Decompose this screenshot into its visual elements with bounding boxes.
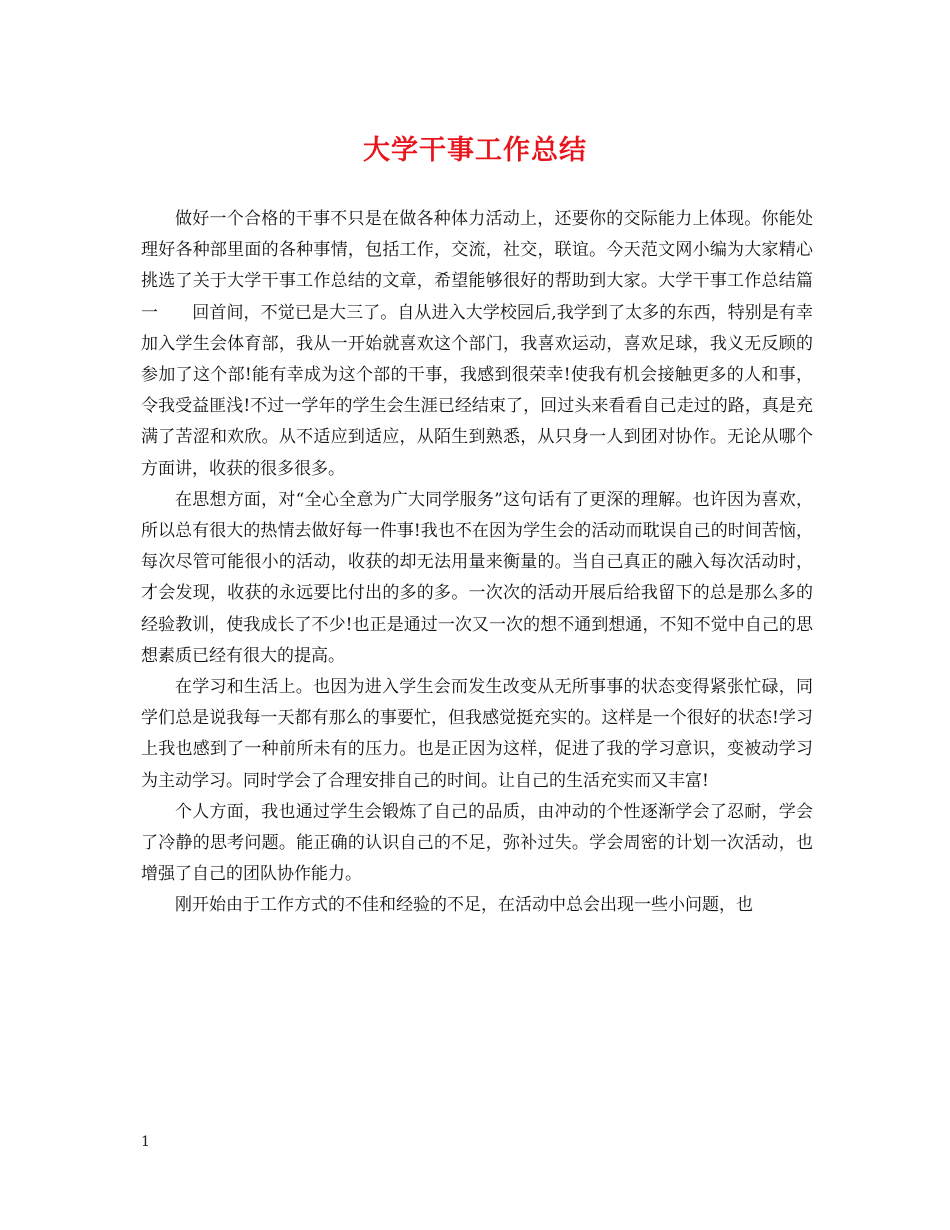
paragraph-beginning: 刚开始由于工作方式的不佳和经验的不足，在活动中总会出现一些小问题，也 <box>175 895 753 916</box>
paragraph-intro: 做好一个合格的干事不只是在做各种体力活动上，还要你的交际能力上体现。你能处理好各种部里面的各种事情，包括工作，交流，社交，联谊。今天范文网小编为大家精心挑选了关于大学干事工作总结的文章，希望能够很好的帮助到大家。大学干事工作总结篇一 回首间，不觉已是大三了。自从进入大学校园后,我学到了太多的东西，特别是有幸加入学生会体育部，我从一开始就喜欢这个部门，我喜欢运动，喜欢足球，我义无反顾的参加了这个部!能有幸成为这个部的干事，我感到很荣幸!使我有机会接触更多的人和事，令我受益匪浅!不过一学年的学生会生涯已经结束了，回过头来看看自己走过的路，真是充满了苦涩和欢欣。从不适应到适应，从陌生到熟悉，从只身一人到团对协作。无论从哪个方面讲，收获的很多很多。 <box>141 209 813 479</box>
paragraph-study-life: 在学习和生活上。也因为进入学生会而发生改变从无所事事的状态变得紧张忙碌，同学们总是说我每一天都有那么的事要忙，但我感觉挺充实的。这样是一个很好的状态!学习上我也感到了一种前所未有的压力。也是正因为这样，促进了我的学习意识，变被动学习为主动学习。同时学会了合理安排自己的时间。让自己的生活充实而又丰富! <box>141 677 813 791</box>
document-body <box>141 204 813 922</box>
document-title: 大学干事工作总结 <box>363 135 587 166</box>
paragraph-personal: 个人方面，我也通过学生会锻炼了自己的品质，由冲动的个性逐渐学会了忍耐，学会了冷静的思考问题。能正确的认识自己的不足，弥补过失。学会周密的计划一次活动，也增强了自己的团队协作能力。 <box>141 801 813 885</box>
page-number: 1 <box>141 1134 150 1150</box>
paragraph-thought: 在思想方面，对“全心全意为广大同学服务”这句话有了更深的理解。也许因为喜欢，所以总有很大的热情去做好每一件事!我也不在因为学生会的活动而耽误自己的时间苦恼，每次尽管可能很小的活动，收获的却无法用量来衡量的。当自己真正的融入每次活动时，才会发现，收获的永远要比付出的多的多。一次次的活动开展后给我留下的总是那么多的经验教训，使我成长了不少!也正是通过一次又一次的想不通到想通，不知不觉中自己的思想素质已经有很大的提高。 <box>141 489 813 666</box>
